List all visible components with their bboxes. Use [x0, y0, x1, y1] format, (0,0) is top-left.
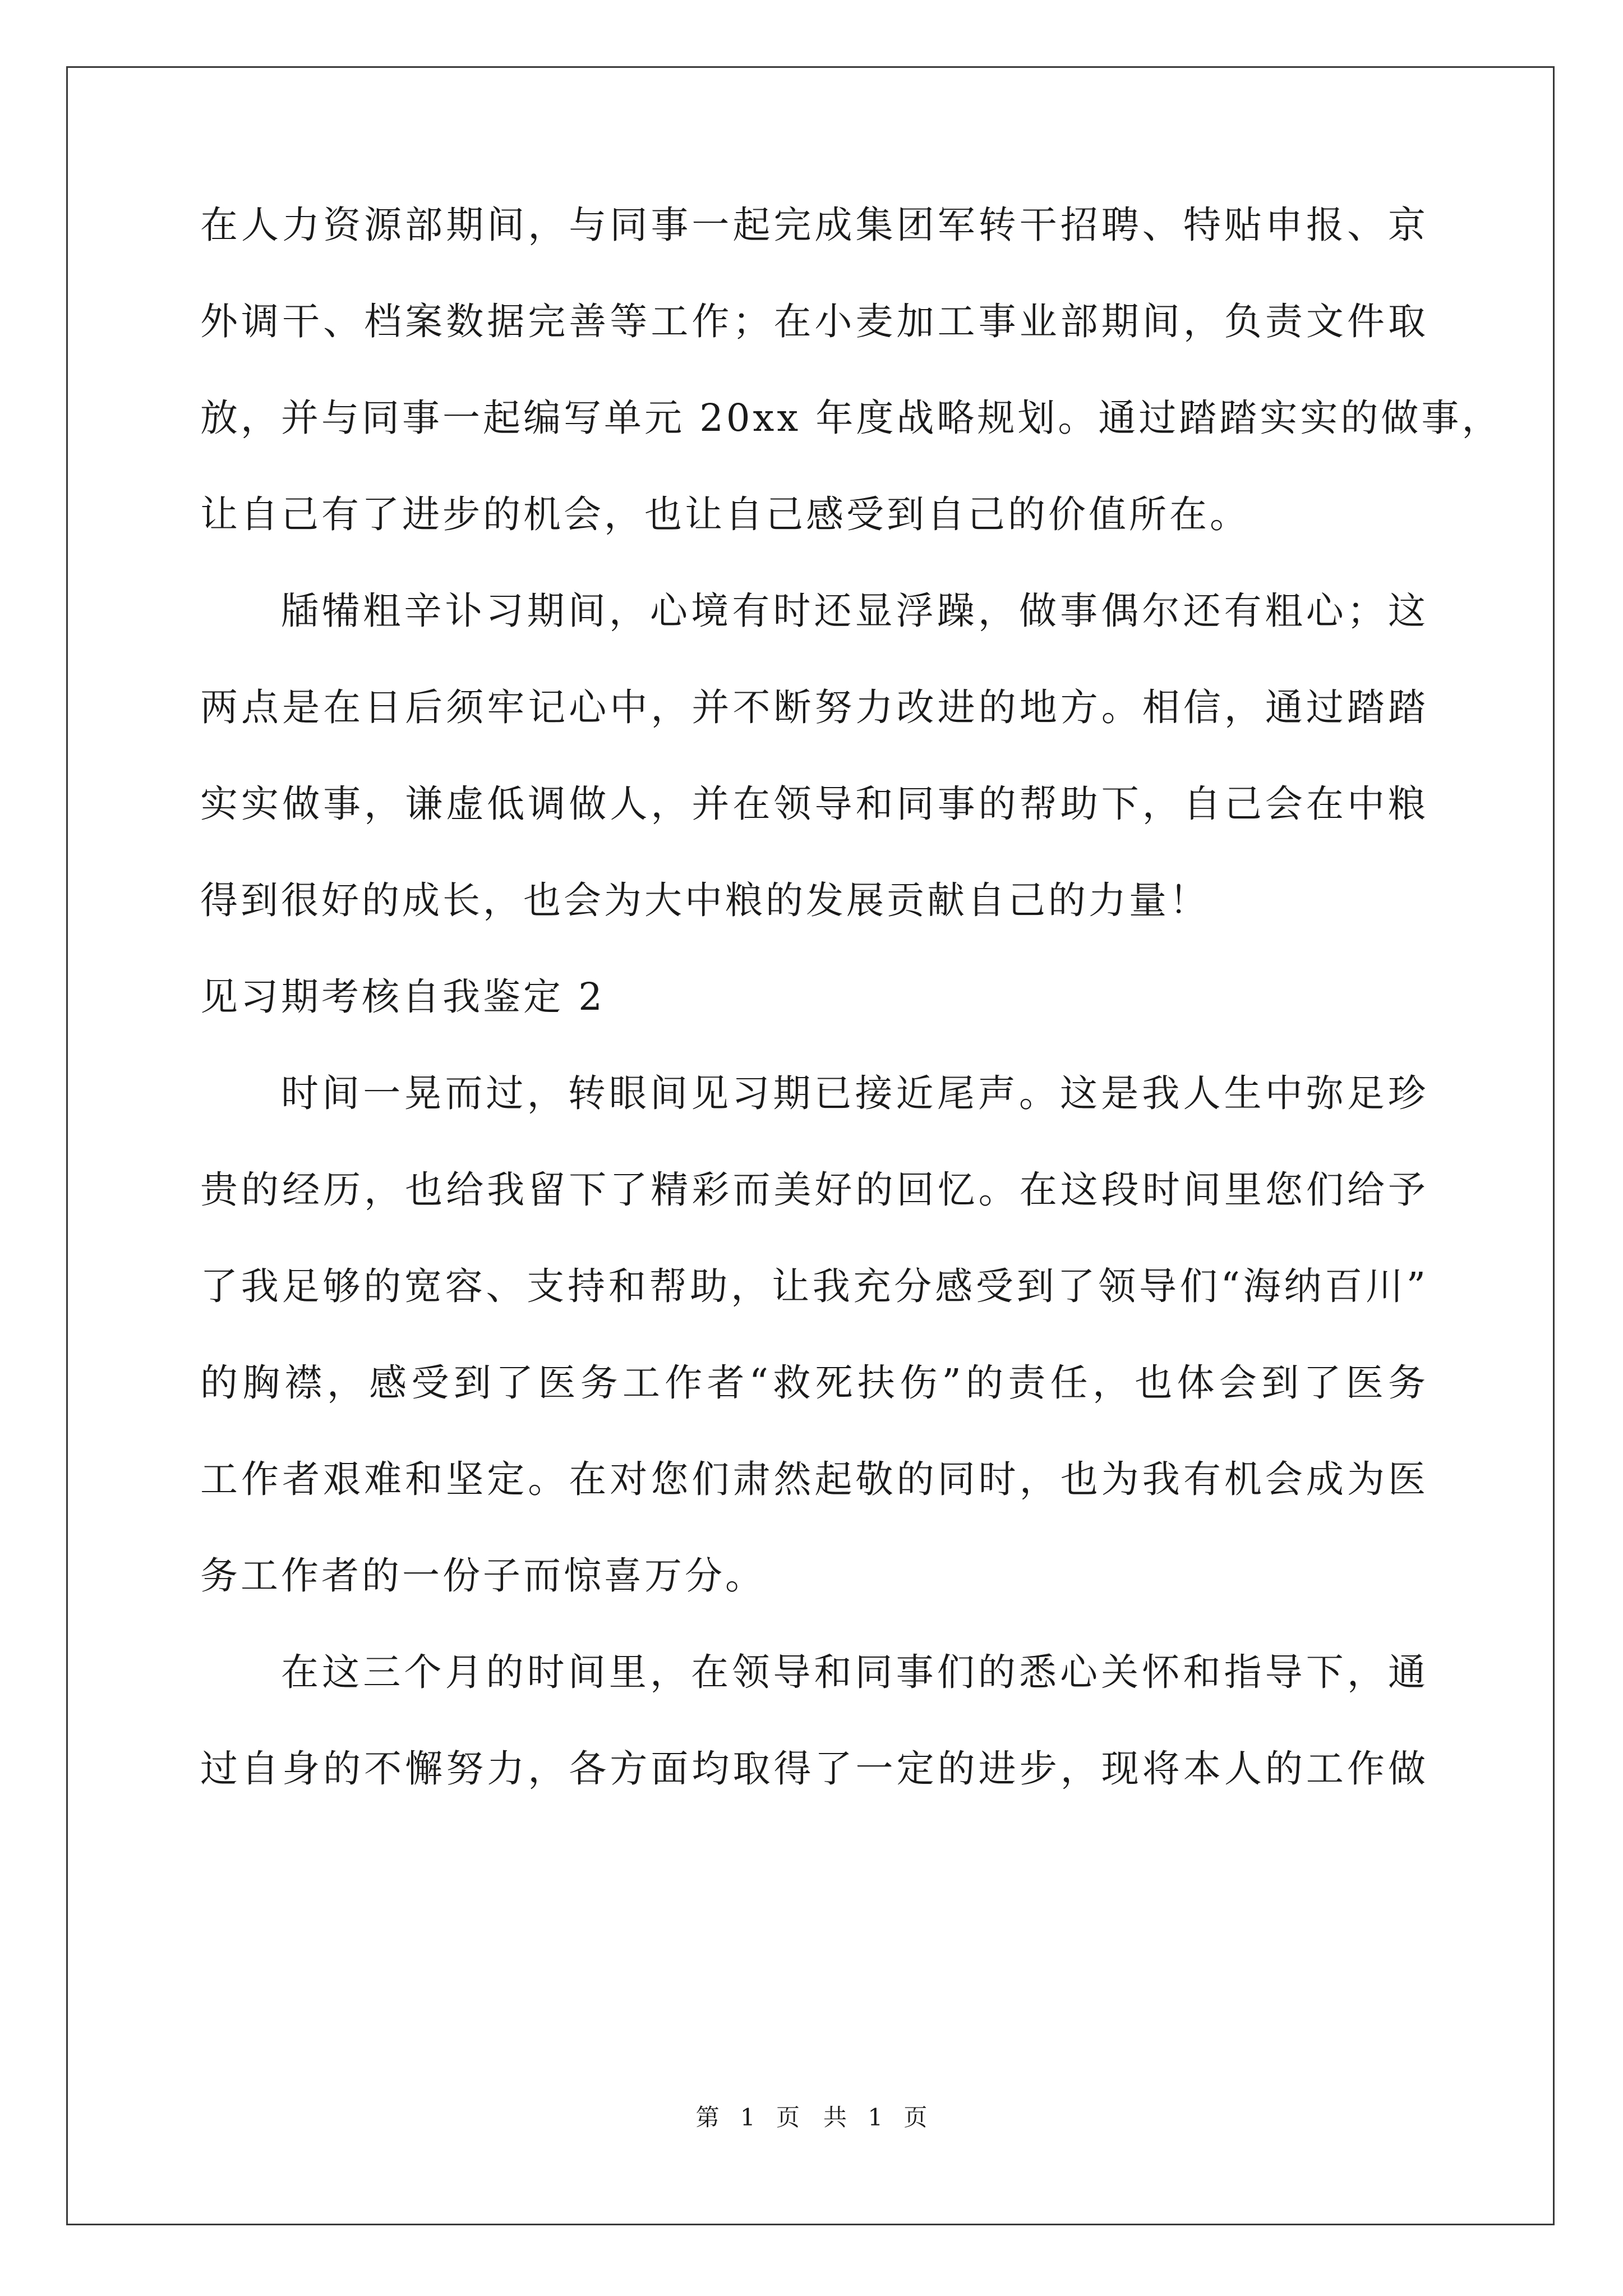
text-line: 外调干、档案数据完善等工作；在小麦加工事业部期间，负责文件取: [200, 300, 1428, 343]
page-footer: 第 1 页 共 1 页: [695, 2104, 928, 2131]
paragraph-start-line: 时间一晃而过，转眼间见习期已接近尾声。这是我人生中弥足珍: [281, 1071, 1428, 1115]
text-line: 贵的经历，也给我留下了精彩而美好的回忆。在这段时间里您们给予: [200, 1168, 1428, 1212]
text-line: 在人力资源部期间，与同事一起完成集团军转干招聘、特贴申报、京: [200, 203, 1428, 247]
text-line: 的胸襟，感受到了医务工作者“救死扶伤”的责任，也体会到了医务: [200, 1361, 1428, 1405]
text-line: 务工作者的一份子而惊喜万分。: [200, 1554, 766, 1598]
text-line: 了我足够的宽容、支持和帮助，让我充分感受到了领导们“海纳百川”: [200, 1264, 1428, 1308]
text-line: 得到很好的成长，也会为大中粮的发展贡献自己的力量！: [200, 878, 1210, 922]
text-line: 过自身的不懈努力，各方面均取得了一定的进步，现将本人的工作做: [200, 1747, 1428, 1791]
text-line: 实实做事，谦虚低调做人，并在领导和同事的帮助下，自己会在中粮: [200, 782, 1428, 826]
section-heading: 见习期考核自我鉴定 2: [200, 975, 605, 1019]
text-line: 两点是在日后须牢记心中，并不断努力改进的地方。相信，通过踏踏: [200, 685, 1428, 729]
text-line: 工作者艰难和坚定。在对您们肃然起敬的同时，也为我有机会成为医: [200, 1457, 1428, 1501]
paragraph-start-line: 在这三个月的时间里，在领导和同事们的悉心关怀和指导下，通: [281, 1650, 1428, 1694]
document-body: [200, 202, 1502, 1842]
paragraph-start-line: 牐犕粗辛讣习期间，心境有时还显浮躁，做事偶尔还有粗心；这: [281, 589, 1428, 633]
text-line: 让自己有了进步的机会，也让自己感受到自己的价值所在。: [200, 493, 1250, 536]
text-line: 放，并与同事一起编写单元 20xx 年度战略规划。通过踏踏实实的做事，: [200, 396, 1502, 440]
